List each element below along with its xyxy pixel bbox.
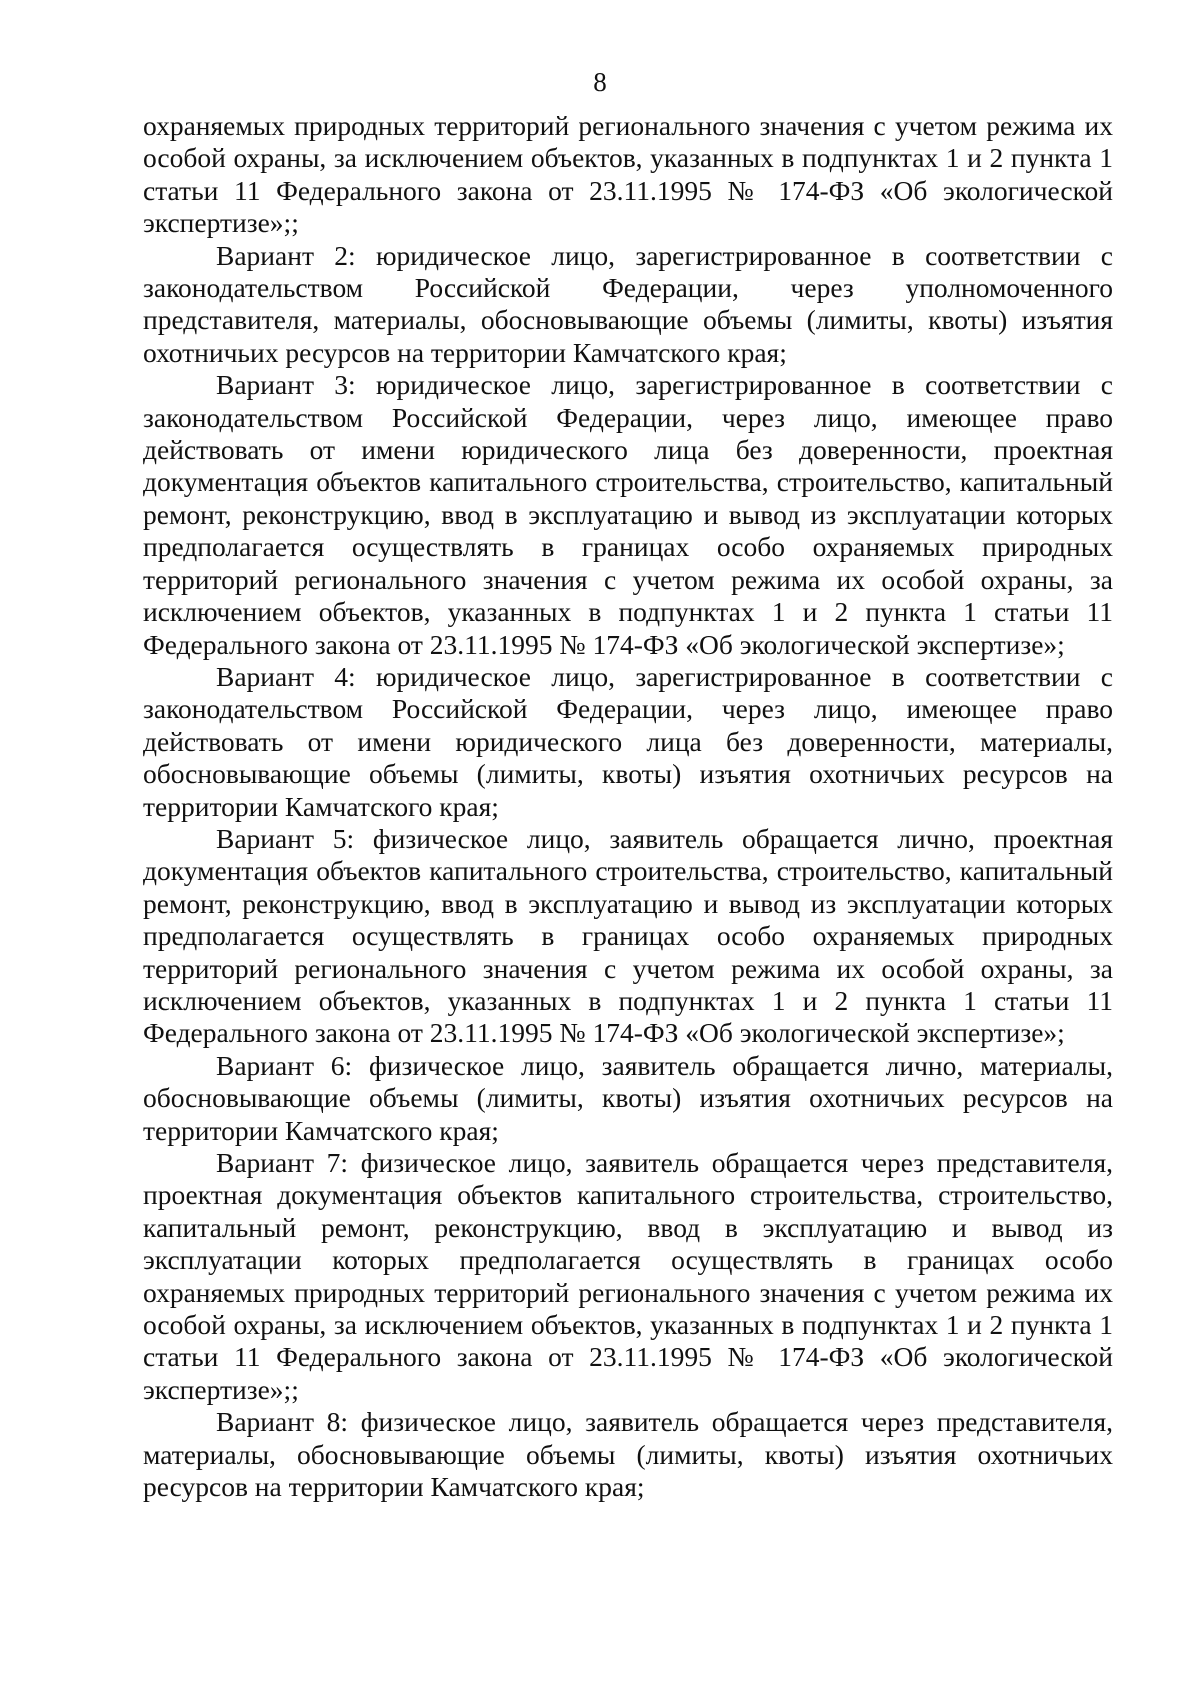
paragraph-variant-5: Вариант 5: физическое лицо, заявитель обращается лично, проектная документация объектов капитального строительства, строительство, капитальный ремонт, реконструкцию, ввод в эксплуатацию и вывод из эксплуатации которых предполагается осуществлять в границах особо охраняемых природных территорий регионального значения с учетом режима их особой охраны, за исключением объектов, указанных в подпунктах 1 и 2 пункта 1 статьи 11 Федерального закона от 23.11.1995 № 174-ФЗ «Об экологической экспертизе»; [143,822,1113,1049]
document-body [143,110,1113,1503]
paragraph-variant-4: Вариант 4: юридическое лицо, зарегистрированное в соответствии с законодательством Российской Федерации, через лицо, имеющее право действовать от имени юридического лица без доверенности, материалы, обосновывающие объемы (лимиты, квоты) изъятия охотничьих ресурсов на территории Камчатского края; [143,660,1113,822]
paragraph-variant-8: Вариант 8: физическое лицо, заявитель обращается через представителя, материалы, обосновывающие объемы (лимиты, квоты) изъятия охотничьих ресурсов на территории Камчатского края; [143,1406,1113,1503]
paragraph-variant-6: Вариант 6: физическое лицо, заявитель обращается лично, материалы, обосновывающие объемы (лимиты, квоты) изъятия охотничьих ресурсов на территории Камчатского края; [143,1049,1113,1146]
page-number: 8 [593,67,607,97]
paragraph-variant-2: Вариант 2: юридическое лицо, зарегистрированное в соответствии с законодательством Российской Федерации, через уполномоченного представителя, материалы, обосновывающие объемы (лимиты, квоты) изъятия охотничьих ресурсов на территории Камчатского края; [143,239,1113,368]
paragraph-variant-3: Вариант 3: юридическое лицо, зарегистрированное в соответствии с законодательством Российской Федерации, через лицо, имеющее право действовать от имени юридического лица без доверенности, проектная документация объектов капитального строительства, строительство, капитальный ремонт, реконструкцию, ввод в эксплуатацию и вывод из эксплуатации которых предполагается осуществлять в границах особо охраняемых природных территорий регионального значения с учетом режима их особой охраны, за исключением объектов, указанных в подпунктах 1 и 2 пункта 1 статьи 11 Федерального закона от 23.11.1995 № 174-ФЗ «Об экологической экспертизе»; [143,369,1113,660]
paragraph-continuation: охраняемых природных территорий регионального значения с учетом режима их особой охраны, за исключением объектов, указанных в подпунктах 1 и 2 пункта 1 статьи 11 Федерального закона от 23.11.1995 № 174-ФЗ «Об экологической экспертизе»;; [143,110,1113,239]
paragraph-variant-7: Вариант 7: физическое лицо, заявитель обращается через представителя, проектная документация объектов капитального строительства, строительство, капитальный ремонт, реконструкцию, ввод в эксплуатацию и вывод из эксплуатации которых предполагается осуществлять в границах особо охраняемых природных территорий регионального значения с учетом режима их особой охраны, за исключением объектов, указанных в подпунктах 1 и 2 пункта 1 статьи 11 Федерального закона от 23.11.1995 № 174-ФЗ «Об экологической экспертизе»;; [143,1147,1113,1405]
